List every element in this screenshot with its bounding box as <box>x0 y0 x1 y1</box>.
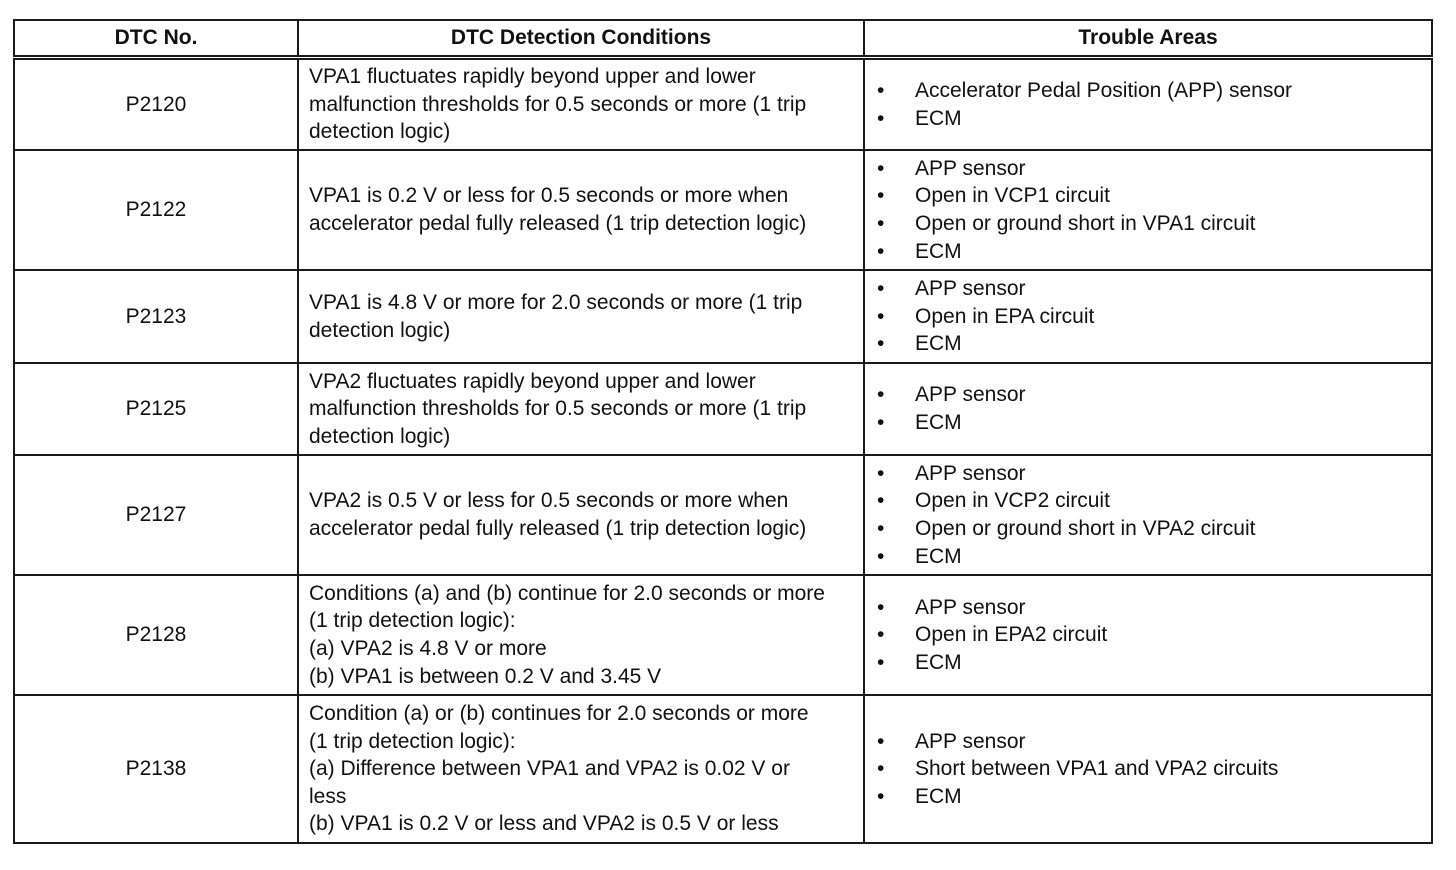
trouble-area-item <box>873 155 1423 183</box>
table-row <box>14 150 1432 270</box>
condition-line: (1 trip detection logic): <box>309 609 516 633</box>
condition-line: (b) VPA1 is 0.2 V or less and VPA2 is 0.5 V or less <box>309 812 779 836</box>
trouble-area-list <box>873 381 1423 436</box>
trouble-area-item <box>873 543 1423 571</box>
trouble-area-text: Open in VCP1 circuit <box>915 184 1110 208</box>
dtc-code: P2125 <box>14 363 298 455</box>
trouble-area-item <box>873 728 1423 756</box>
trouble-area-item <box>873 238 1423 266</box>
trouble-area-text: Open in EPA circuit <box>915 304 1095 328</box>
trouble-area-item <box>873 210 1423 238</box>
trouble-area-item <box>873 303 1423 331</box>
bullet-icon: • <box>877 595 885 619</box>
condition-line: VPA1 is 0.2 V or less for 0.5 seconds or more when <box>309 184 789 208</box>
bullet-icon: • <box>877 517 885 540</box>
detection-conditions <box>298 455 864 575</box>
trouble-area-text: ECM <box>915 650 962 674</box>
bullet-icon: • <box>877 757 885 781</box>
table-header-row <box>14 20 1432 58</box>
trouble-area-item <box>873 755 1423 783</box>
bullet-icon: • <box>877 411 885 434</box>
trouble-area-item <box>873 515 1423 543</box>
condition-line: malfunction thresholds for 0.5 seconds or more (1 trip <box>309 92 807 116</box>
trouble-area-text: ECM <box>915 239 962 263</box>
trouble-area-text: Open or ground short in VPA1 circuit <box>915 212 1256 235</box>
trouble-area-text: Accelerator Pedal Position (APP) sensor <box>915 78 1293 102</box>
condition-line: (1 trip detection logic): <box>309 729 516 753</box>
trouble-area-item <box>873 409 1423 437</box>
condition-line: detection logic) <box>309 424 451 448</box>
condition-line: VPA2 is 0.5 V or less for 0.5 seconds or more when <box>309 489 789 513</box>
trouble-area-list <box>873 155 1423 265</box>
trouble-areas <box>864 58 1432 151</box>
detection-conditions <box>298 575 864 695</box>
trouble-area-text: APP sensor <box>915 461 1026 485</box>
header-dtc-no: DTC No. <box>14 20 298 58</box>
dtc-code: P2127 <box>14 455 298 575</box>
trouble-areas <box>864 455 1432 575</box>
trouble-area-text: APP sensor <box>915 595 1026 619</box>
bullet-icon: • <box>877 544 885 568</box>
dtc-code: P2128 <box>14 575 298 695</box>
trouble-area-text: Short between VPA1 and VPA2 circuits <box>915 757 1279 781</box>
condition-line: Conditions (a) and (b) continue for 2.0 seconds or more <box>309 581 825 605</box>
bullet-icon: • <box>877 489 885 513</box>
trouble-area-text: ECM <box>915 332 962 356</box>
detection-conditions <box>298 363 864 455</box>
trouble-area-list <box>873 77 1423 132</box>
condition-line: accelerator pedal fully released (1 trip detection logic) <box>309 212 807 235</box>
condition-line: malfunction thresholds for 0.5 seconds or more (1 trip <box>309 397 807 421</box>
trouble-area-text: APP sensor <box>915 277 1026 301</box>
trouble-area-item <box>873 621 1423 649</box>
bullet-icon: • <box>877 383 885 407</box>
trouble-area-text: ECM <box>915 544 962 568</box>
condition-line: detection logic) <box>309 120 451 144</box>
bullet-icon: • <box>877 784 885 808</box>
header-trouble-areas: Trouble Areas <box>864 20 1432 58</box>
condition-line: VPA1 fluctuates rapidly beyond upper and lower <box>309 65 756 89</box>
detection-conditions <box>298 695 864 843</box>
condition-line: (a) Difference between VPA1 and VPA2 is 0.02 V or <box>309 757 790 781</box>
condition-line: accelerator pedal fully released (1 trip detection logic) <box>309 517 807 540</box>
table-body <box>14 58 1432 844</box>
trouble-area-text: Open or ground short in VPA2 circuit <box>915 517 1256 540</box>
trouble-area-text: APP sensor <box>915 383 1026 407</box>
bullet-icon: • <box>877 623 885 647</box>
condition-line: VPA2 fluctuates rapidly beyond upper and lower <box>309 369 756 393</box>
trouble-areas <box>864 695 1432 843</box>
trouble-areas <box>864 575 1432 695</box>
trouble-area-item <box>873 182 1423 210</box>
header-detection-conditions: DTC Detection Conditions <box>298 20 864 58</box>
condition-line: (a) VPA2 is 4.8 V or more <box>309 637 547 660</box>
condition-line: detection logic) <box>309 318 451 342</box>
bullet-icon: • <box>877 212 885 235</box>
bullet-icon: • <box>877 78 885 102</box>
trouble-area-list <box>873 594 1423 677</box>
trouble-area-text: APP sensor <box>915 156 1026 180</box>
table-row <box>14 455 1432 575</box>
trouble-area-text: ECM <box>915 106 962 130</box>
trouble-area-text: ECM <box>915 784 962 808</box>
trouble-area-item <box>873 105 1423 133</box>
bullet-icon: • <box>877 239 885 263</box>
trouble-area-item <box>873 330 1423 358</box>
bullet-icon: • <box>877 729 885 753</box>
trouble-area-list <box>873 460 1423 570</box>
trouble-area-text: ECM <box>915 411 962 434</box>
bullet-icon: • <box>877 277 885 301</box>
table-row <box>14 363 1432 455</box>
dtc-code: P2120 <box>14 58 298 151</box>
trouble-area-item <box>873 460 1423 488</box>
trouble-areas <box>864 363 1432 455</box>
trouble-area-item <box>873 275 1423 303</box>
dtc-code: P2138 <box>14 695 298 843</box>
trouble-areas <box>864 270 1432 363</box>
trouble-area-list <box>873 728 1423 811</box>
table-row <box>14 270 1432 363</box>
trouble-area-text: Open in VCP2 circuit <box>915 489 1110 513</box>
bullet-icon: • <box>877 106 885 130</box>
table-row <box>14 695 1432 843</box>
detection-conditions <box>298 150 864 270</box>
condition-line: Condition (a) or (b) continues for 2.0 seconds or more <box>309 702 809 726</box>
dtc-table <box>13 19 1433 844</box>
bullet-icon: • <box>877 650 885 674</box>
condition-line: VPA1 is 4.8 V or more for 2.0 seconds or more (1 trip <box>309 290 803 314</box>
detection-conditions <box>298 58 864 151</box>
detection-conditions <box>298 270 864 363</box>
bullet-icon: • <box>877 332 885 356</box>
bullet-icon: • <box>877 304 885 328</box>
dtc-code: P2123 <box>14 270 298 363</box>
condition-line: (b) VPA1 is between 0.2 V and 3.45 V <box>309 664 662 688</box>
bullet-icon: • <box>877 461 885 485</box>
trouble-area-item <box>873 487 1423 515</box>
trouble-area-item <box>873 783 1423 811</box>
trouble-area-list <box>873 275 1423 358</box>
table-row <box>14 58 1432 151</box>
bullet-icon: • <box>877 156 885 180</box>
trouble-areas <box>864 150 1432 270</box>
trouble-area-text: Open in EPA2 circuit <box>915 623 1108 647</box>
dtc-code: P2122 <box>14 150 298 270</box>
condition-line: less <box>309 784 347 808</box>
bullet-icon: • <box>877 184 885 208</box>
trouble-area-item <box>873 649 1423 677</box>
table-row <box>14 575 1432 695</box>
trouble-area-item <box>873 77 1423 105</box>
trouble-area-text: APP sensor <box>915 729 1026 753</box>
trouble-area-item <box>873 594 1423 622</box>
trouble-area-item <box>873 381 1423 409</box>
